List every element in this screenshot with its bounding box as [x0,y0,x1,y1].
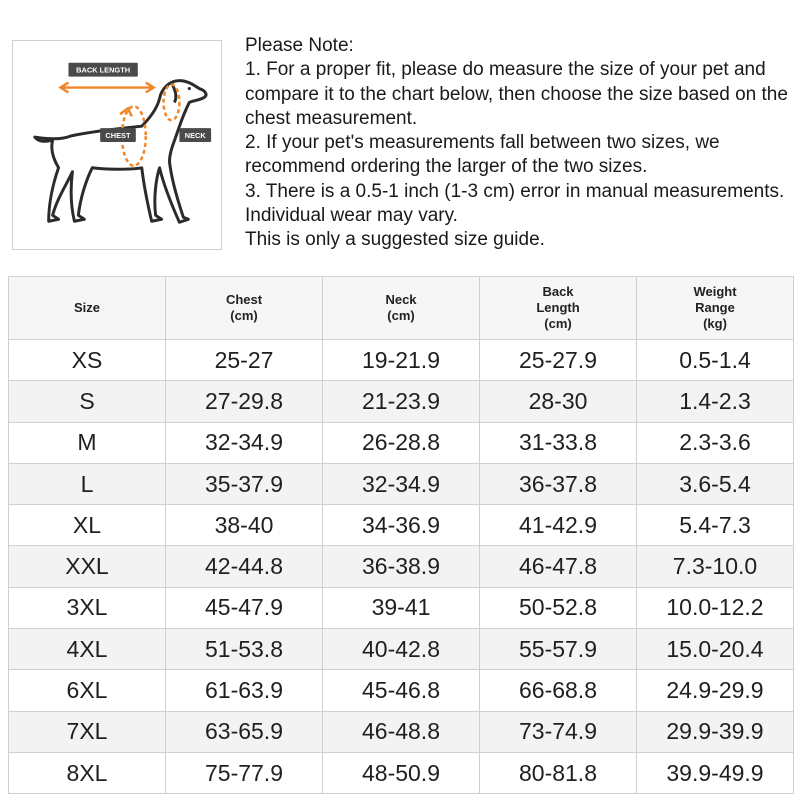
cell-chest: 42-44.8 [166,546,323,587]
cell-neck: 32-34.9 [323,463,480,504]
back-length-arrow [61,83,154,93]
cell-weight-range: 10.0-12.2 [637,587,794,628]
note-line: 3. There is a 0.5-1 inch (1-3 cm) error in manual measurements. Individual wear may vary. [245,180,785,227]
header-weight-range: Weight Range (kg) [637,277,794,340]
chest-label: CHEST [105,131,131,141]
cell-size: XS [9,340,166,381]
table-row [9,505,794,546]
cell-weight-range: 2.3-3.6 [637,422,794,463]
size-chart-table [8,276,794,794]
cell-weight-range: 39.9-49.9 [637,752,794,793]
dog-measurement-illustration [12,40,222,250]
cell-weight-range: 29.9-39.9 [637,711,794,752]
cell-size: 6XL [9,670,166,711]
table-row [9,463,794,504]
cell-size: 3XL [9,587,166,628]
cell-neck: 40-42.8 [323,629,480,670]
table-row [9,340,794,381]
cell-neck: 34-36.9 [323,505,480,546]
table-row [9,670,794,711]
neck-label: NECK [184,131,206,141]
cell-back-length: 36-37.8 [480,463,637,504]
table-row [9,711,794,752]
cell-weight-range: 0.5-1.4 [637,340,794,381]
cell-weight-range: 3.6-5.4 [637,463,794,504]
table-body [9,340,794,794]
cell-chest: 32-34.9 [166,422,323,463]
cell-size: XXL [9,546,166,587]
dog-body-outline [35,81,206,223]
cell-size: 7XL [9,711,166,752]
cell-chest: 38-40 [166,505,323,546]
header-chest: Chest (cm) [166,277,323,340]
cell-neck: 46-48.8 [323,711,480,752]
cell-chest: 75-77.9 [166,752,323,793]
note-line: This is only a suggested size guide. [245,229,545,251]
cell-neck: 19-21.9 [323,340,480,381]
cell-back-length: 66-68.8 [480,670,637,711]
back-length-label: BACK LENGTH [76,65,131,75]
cell-weight-range: 24.9-29.9 [637,670,794,711]
note-title: Please Note: [245,35,354,56]
cell-chest: 63-65.9 [166,711,323,752]
cell-back-length: 80-81.8 [480,752,637,793]
cell-weight-range: 7.3-10.0 [637,546,794,587]
cell-chest: 51-53.8 [166,629,323,670]
cell-back-length: 25-27.9 [480,340,637,381]
cell-size: XL [9,505,166,546]
table-row [9,422,794,463]
table-row [9,587,794,628]
cell-chest: 45-47.9 [166,587,323,628]
header-size: Size [9,277,166,340]
dog-outline-icon [13,41,221,249]
cell-chest: 27-29.8 [166,381,323,422]
cell-size: S [9,381,166,422]
table-row [9,381,794,422]
cell-weight-range: 15.0-20.4 [637,629,794,670]
cell-size: M [9,422,166,463]
cell-size: 8XL [9,752,166,793]
cell-neck: 45-46.8 [323,670,480,711]
cell-neck: 48-50.9 [323,752,480,793]
cell-chest: 25-27 [166,340,323,381]
table-row [9,546,794,587]
cell-size: 4XL [9,629,166,670]
cell-back-length: 73-74.9 [480,711,637,752]
header-neck: Neck (cm) [323,277,480,340]
note-line: 1. For a proper fit, please do measure the size of your pet and compare it to the chart below, then choose the size based on the chest measurement. [245,59,788,129]
note-line: 2. If your pet's measurements fall between two sizes, we recommend ordering the larger of the two sizes. [245,132,720,178]
table-row [9,629,794,670]
cell-back-length: 50-52.8 [480,587,637,628]
table-row [9,752,794,793]
cell-weight-range: 1.4-2.3 [637,381,794,422]
cell-back-length: 55-57.9 [480,629,637,670]
cell-neck: 21-23.9 [323,381,480,422]
header-back-length: Back Length (cm) [480,277,637,340]
cell-neck: 26-28.8 [323,422,480,463]
cell-neck: 39-41 [323,587,480,628]
cell-back-length: 28-30 [480,381,637,422]
size-note [245,34,795,253]
cell-back-length: 46-47.8 [480,546,637,587]
cell-back-length: 31-33.8 [480,422,637,463]
cell-neck: 36-38.9 [323,546,480,587]
table-header-row [9,277,794,340]
cell-size: L [9,463,166,504]
cell-weight-range: 5.4-7.3 [637,505,794,546]
cell-back-length: 41-42.9 [480,505,637,546]
cell-chest: 61-63.9 [166,670,323,711]
cell-chest: 35-37.9 [166,463,323,504]
